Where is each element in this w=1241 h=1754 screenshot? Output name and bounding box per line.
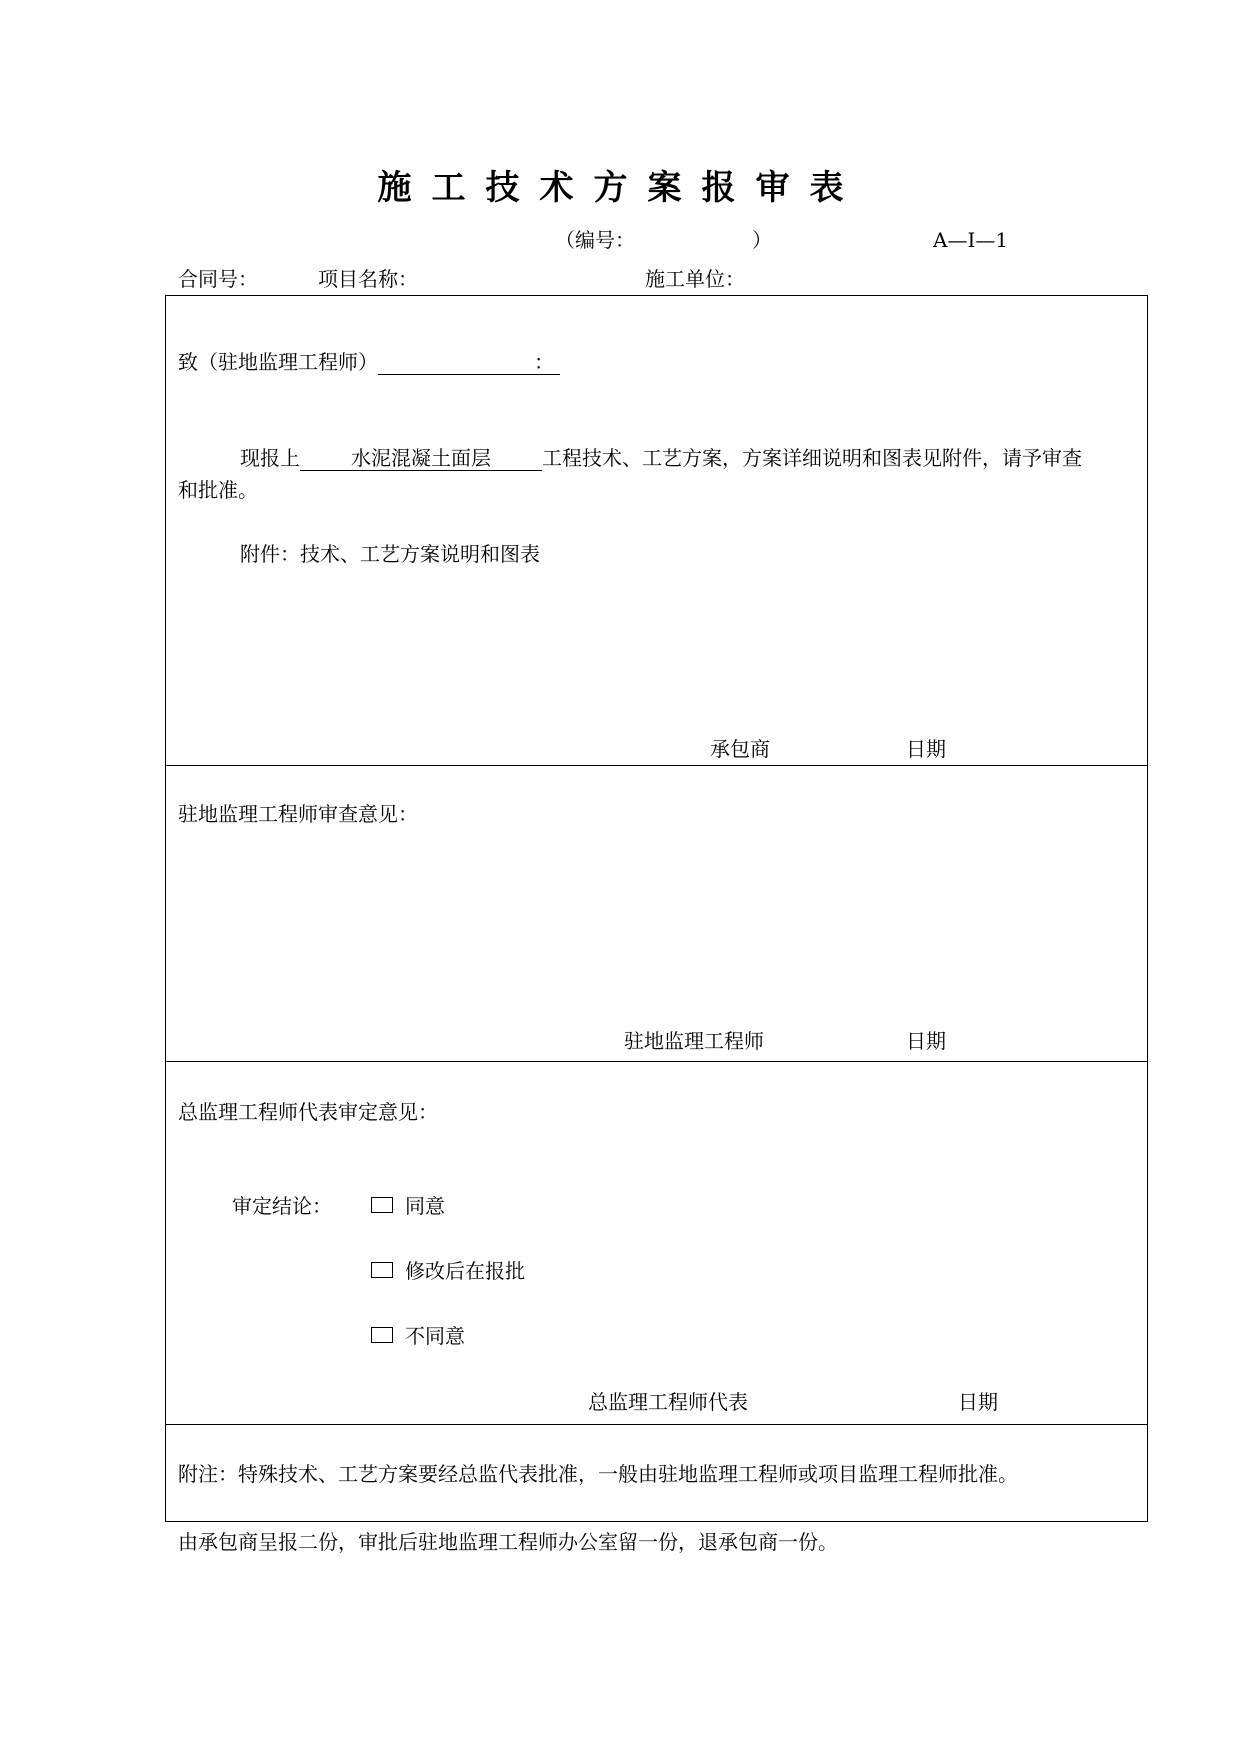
serial-number-close: ） — [752, 228, 772, 252]
contractor-date-label: 日期 — [906, 737, 946, 761]
resident-engineer-review-heading: 驻地监理工程师审查意见： — [178, 802, 418, 826]
approve-option-label: 同意 — [405, 1194, 445, 1218]
revise-resubmit-option-label: 修改后在报批 — [405, 1259, 525, 1283]
conclusion-label: 审定结论： — [232, 1194, 332, 1218]
report-line — [240, 446, 1082, 471]
report-prefix: 现报上 — [240, 446, 300, 470]
page-title: 施工技术方案报审表 — [377, 168, 864, 208]
addressee-colon: ： — [534, 350, 554, 374]
submission-instructions: 由承包商呈报二份，审批后驻地监理工程师办公室留一份，退承包商一份。 — [178, 1530, 838, 1554]
disapprove-option-label: 不同意 — [405, 1324, 465, 1348]
project-name-label: 项目名称： — [318, 267, 418, 291]
resident-engineer-date-label: 日期 — [906, 1029, 946, 1053]
contract-number-label: 合同号： — [178, 267, 258, 291]
report-item[interactable]: 水泥混凝土面层 — [300, 446, 542, 471]
chief-engineer-review-heading: 总监理工程师代表审定意见： — [178, 1100, 438, 1124]
chief-engineer-date-label: 日期 — [958, 1390, 998, 1414]
section-divider — [165, 765, 1148, 766]
section-divider — [165, 1061, 1148, 1062]
form-table — [165, 295, 1148, 1522]
disapprove-checkbox[interactable] — [371, 1327, 393, 1343]
addressee-blank[interactable] — [378, 350, 560, 375]
chief-engineer-signature-label: 总监理工程师代表 — [588, 1390, 748, 1414]
approve-checkbox[interactable] — [371, 1197, 393, 1213]
addressee-line — [178, 350, 560, 375]
revise-resubmit-checkbox[interactable] — [371, 1262, 393, 1278]
resident-engineer-signature-label: 驻地监理工程师 — [624, 1029, 764, 1053]
form-code: A—Ⅰ—1 — [933, 228, 1009, 252]
construction-unit-label: 施工单位： — [645, 267, 745, 291]
approval-note: 附注：特殊技术、工艺方案要经总监代表批准，一般由驻地监理工程师或项目监理工程师批准。 — [178, 1462, 1018, 1486]
attachment-note: 附件：技术、工艺方案说明和图表 — [240, 542, 540, 566]
addressee-label: 致（驻地监理工程师） — [178, 350, 378, 374]
contractor-signature-label: 承包商 — [710, 737, 770, 761]
report-suffix: 工程技术、工艺方案，方案详细说明和图表见附件，请予审查 — [542, 446, 1082, 470]
section-divider — [165, 1424, 1148, 1425]
serial-number-label: （编号： — [555, 228, 635, 252]
report-line-2: 和批准。 — [178, 478, 258, 502]
